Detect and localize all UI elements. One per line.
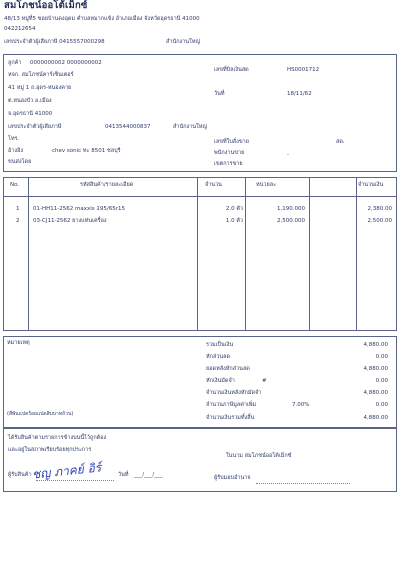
- row-2-no: 2: [16, 218, 20, 224]
- authorized-signature-line: [256, 483, 350, 484]
- vat-rate: 7.00%: [292, 402, 310, 408]
- customer-code-value: 0000000002 0000000002: [30, 60, 102, 66]
- col-header-no: No.: [10, 182, 20, 188]
- receiver-signature: ชญ ภาคย์ อิร์: [31, 460, 102, 482]
- company-address: 48/13 หมู่ที่5 ซอยบ้านดงอุดม ตำบลหมากแข้ง อำเภอเมือง จังหวัดอุดรธานี 41000: [4, 16, 200, 22]
- customer-phone-label: โทร.: [8, 136, 20, 142]
- customer-code-label: ลูกค้า: [8, 60, 22, 66]
- table-header-divider: [3, 196, 396, 197]
- summary-label-deposit: หักเงินมัดจำ: [206, 378, 235, 384]
- customer-branch: สำนักงานใหญ่: [173, 124, 208, 130]
- customer-ship-label: ขนส่งโดย: [8, 159, 32, 165]
- summary-label-grand-total: จำนวนเงินรวมทั้งสิ้น: [206, 415, 255, 421]
- note-label: หมายเหตุ: [7, 340, 30, 346]
- row-1-unit-price: 1,190.000: [277, 206, 305, 212]
- col-header-desc: รหัสสินค้า/รายละเอียด: [80, 182, 134, 188]
- summary-value-grand-total: 4,880.00: [363, 415, 388, 421]
- salesperson-label: พนักงานขาย: [214, 150, 245, 156]
- row-2-unit-price: 2,500.000: [277, 218, 305, 224]
- company-tax-id: เลขประจำตัวผู้เสียภาษี 0415557000298: [4, 39, 105, 45]
- deposit-hash: #: [262, 378, 267, 384]
- row-2-amount: 2,500.00: [367, 218, 392, 224]
- company-branch: สำนักงานใหญ่: [166, 39, 201, 45]
- column-divider: [197, 177, 198, 330]
- order-no-label: เลขที่ใบสั่งขาย: [214, 139, 249, 145]
- summary-label-total: รวมเป็นเงิน: [206, 342, 234, 348]
- sales-area-label: เขตการขาย: [214, 161, 243, 167]
- summary-label-after-discount: ยอดหลังหักส่วนลด: [206, 366, 250, 372]
- authorized-label: ผู้รับมอบอำนาจ: [214, 475, 251, 481]
- summary-value-after-discount: 4,880.00: [363, 366, 388, 372]
- summary-value-total: 4,880.00: [363, 342, 388, 348]
- company-sign-label: ในนาม สมโภชน์ออโต้เม็กซ์: [226, 453, 292, 459]
- doc-no-label: เลขที่บิลเงินสด: [214, 67, 249, 73]
- customer-address-2: ต.หนองบัว อ.เมือง: [8, 98, 52, 104]
- column-divider: [309, 177, 310, 330]
- payment-type: สด.: [336, 139, 345, 145]
- column-divider: [356, 177, 357, 330]
- customer-tax-value: 0413544000837: [105, 124, 151, 130]
- summary-label-discount: หักส่วนลด: [206, 354, 231, 360]
- company-phone: 042212654: [4, 26, 36, 32]
- summary-value-discount: 0.00: [375, 354, 388, 360]
- row-2-qty: 1.0 ตัว: [225, 218, 243, 224]
- customer-address-1: 41 หมู่ 1 ถ.อุดร-หนองคาย: [8, 85, 72, 91]
- doc-no-value: HS0001712: [287, 67, 320, 73]
- amount-in-words: (สี่พันแปดร้อยแปดสิบบาทถ้วน): [7, 411, 74, 417]
- customer-address-3: จ.อุดรธานี 41000: [8, 111, 53, 117]
- row-2-desc: 03-CJ11-2562 ยางแท่นเครื่อง: [33, 218, 107, 224]
- col-header-qty: จำนวน: [205, 182, 222, 188]
- receiver-label: ผู้รับสินค้า: [8, 472, 32, 478]
- row-1-desc: 01-HH11-2562 maxxis 195/65r15: [33, 206, 125, 212]
- customer-ref-label: อ้างอิง: [8, 148, 24, 154]
- company-name: สมโภชน์ออโต้เม็กซ์: [4, 0, 88, 11]
- summary-value-after-deposit: 4,880.00: [363, 390, 388, 396]
- customer-tax-label: เลขประจำตัวผู้เสียภาษี: [8, 124, 62, 130]
- summary-value-vat: 0.00: [375, 402, 388, 408]
- receive-date-blank: ___/___/___: [134, 472, 163, 478]
- row-1-qty: 2.0 ตัว: [225, 206, 243, 212]
- summary-label-vat: จำนวนภาษีมูลค่าเพิ่ม: [206, 402, 257, 408]
- summary-value-deposit: 0.00: [375, 378, 388, 384]
- customer-name: หจก. สมโภชน์คาร์เซ็นเตอร์: [8, 72, 74, 78]
- received-statement-2: และอยู่ในสภาพเรียบร้อยทุกประการ: [8, 447, 92, 453]
- received-statement-1: ได้รับสินค้าตามรายการข้างบนนี้ไว้ถูกต้อง: [8, 435, 107, 441]
- col-header-unit-price: หน่วยละ: [256, 182, 277, 188]
- customer-ref-value: chev sonic ทะ 8501 ชลบุรี: [52, 148, 121, 154]
- summary-label-after-deposit: จำนวนเงินหลังหักมัดจำ: [206, 390, 262, 396]
- date-value: 18/11/62: [287, 91, 312, 97]
- date-label: วันที่: [214, 91, 225, 97]
- column-divider: [245, 177, 246, 330]
- receiver-signature-line: [36, 480, 114, 481]
- row-1-no: 1: [16, 206, 20, 212]
- items-table: [3, 177, 397, 331]
- salesperson-dash: -: [287, 152, 289, 158]
- receive-date-label: วันที่: [118, 472, 129, 478]
- column-divider: [28, 177, 29, 330]
- col-header-amount: จำนวนเงิน: [358, 182, 384, 188]
- row-1-amount: 2,380.00: [367, 206, 392, 212]
